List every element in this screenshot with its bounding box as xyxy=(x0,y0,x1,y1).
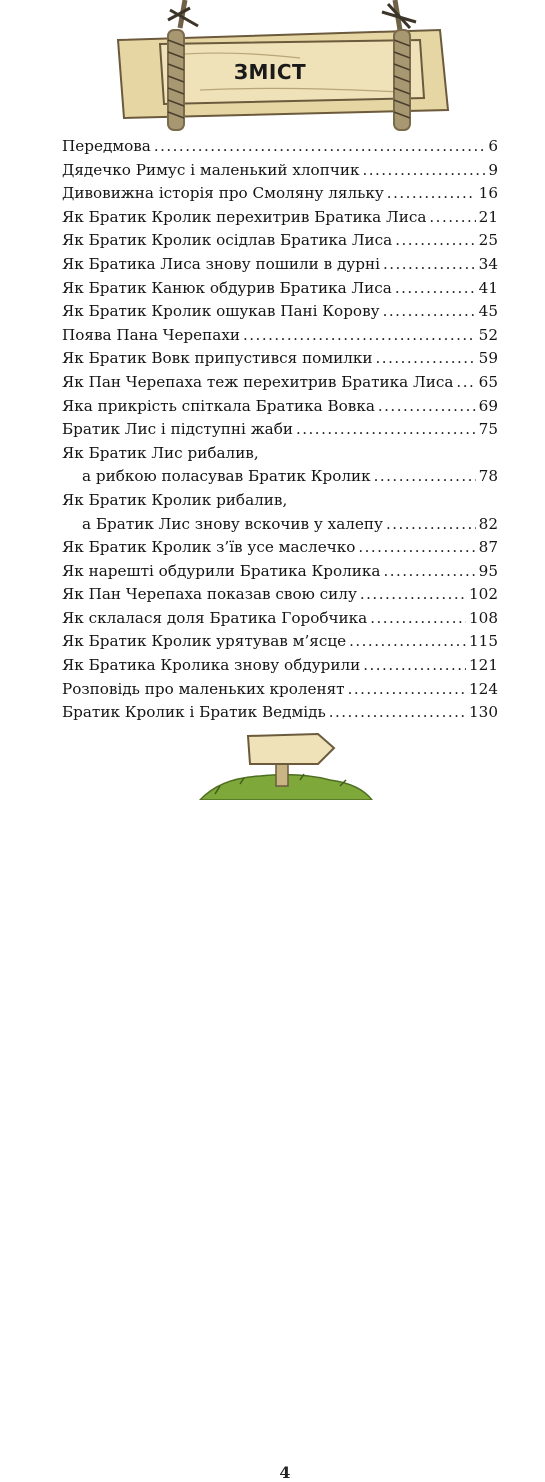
toc-entry xyxy=(62,137,498,161)
dot-leader xyxy=(376,349,476,367)
toc-entry-title: Як Братик Кролик рибалив, xyxy=(62,490,288,509)
page-number: 4 xyxy=(279,1463,291,1482)
toc-entry-page: 16 xyxy=(478,184,498,203)
toc-entry-page: 108 xyxy=(469,608,498,627)
toc-entry-title: Як нарешті обдурили Братика Кролика xyxy=(62,561,381,580)
toc-entry xyxy=(62,326,498,350)
toc-entry-title: Як Братика Лиса знову пошили в дурні xyxy=(62,254,380,273)
toc-entry-title: Як Братик Кролик урятував м’ясце xyxy=(62,632,347,651)
toc-entry xyxy=(62,515,498,539)
toc-entry xyxy=(62,491,498,515)
toc-entry-title: Як Братик Лис рибалив, xyxy=(62,443,259,462)
toc-entry-page: 69 xyxy=(478,396,498,415)
header-illustration xyxy=(0,0,545,140)
dot-leader xyxy=(378,397,476,415)
toc-entry xyxy=(62,302,498,326)
toc-entry-page: 87 xyxy=(478,538,498,557)
dot-leader xyxy=(296,420,476,438)
toc-entry-title: Розповідь про маленьких кроленят xyxy=(62,679,345,698)
dot-leader xyxy=(383,255,476,273)
dot-leader xyxy=(370,609,466,627)
toc-entry-title: а рибкою поласував Братик Кролик xyxy=(82,467,371,486)
toc-entry xyxy=(62,680,498,704)
toc-entry-page: 9 xyxy=(488,160,498,179)
toc-entry xyxy=(62,349,498,373)
dot-leader xyxy=(395,279,476,297)
toc-entry xyxy=(62,373,498,397)
toc-entry xyxy=(62,467,498,491)
toc-entry xyxy=(62,420,498,444)
toc-entry-page: 45 xyxy=(478,302,498,321)
toc-entry-page: 25 xyxy=(478,231,498,250)
toc-entry-title: Як Братика Кролика знову обдурили xyxy=(62,656,361,675)
toc-entry-title: Яка прикрість спіткала Братика Вовка xyxy=(62,396,375,415)
toc-entry-title: Дивовижна історія про Смоляну ляльку xyxy=(62,184,384,203)
toc-entry-title: Як склалася доля Братика Горобчика xyxy=(62,608,368,627)
toc-entry xyxy=(62,184,498,208)
toc-entry-title: Як Братик Кролик ошукав Пані Корову xyxy=(62,302,380,321)
table-of-contents xyxy=(62,137,498,727)
toc-entry-title: Як Пан Черепаха теж перехитрив Братика Лиса xyxy=(62,372,454,391)
dot-leader xyxy=(387,184,476,202)
toc-entry-page: 65 xyxy=(478,372,498,391)
dot-leader xyxy=(329,703,466,721)
toc-entry xyxy=(62,656,498,680)
toc-entry-page: 21 xyxy=(478,207,498,226)
toc-entry-page: 6 xyxy=(488,137,498,155)
toc-entry-page: 82 xyxy=(478,514,498,533)
toc-entry xyxy=(62,609,498,633)
toc-entry-title: а Братик Лис знову вскочив у халепу xyxy=(82,514,383,533)
toc-entry-title: Як Братик Кролик перехитрив Братика Лиса xyxy=(62,207,427,226)
toc-entry-title: Як Братик Кролик осідлав Братика Лиса xyxy=(62,231,393,250)
toc-entry-title: Братик Лис і підступні жаби xyxy=(62,420,293,439)
toc-entry-page: 41 xyxy=(478,278,498,297)
dot-leader xyxy=(360,585,466,603)
toc-entry-page: 121 xyxy=(469,656,498,675)
dot-leader xyxy=(362,161,485,179)
dot-leader xyxy=(243,326,476,344)
toc-entry xyxy=(62,562,498,586)
toc-entry-title: Як Братик Вовк припустився помилки xyxy=(62,349,373,368)
toc-entry-title: Як Братик Кролик з’їв усе маслечко xyxy=(62,538,356,557)
toc-entry-title: Братик Кролик і Братик Ведмідь xyxy=(62,703,326,722)
page-title: ЗМІСТ xyxy=(233,60,307,84)
toc-entry-page: 52 xyxy=(478,325,498,344)
toc-entry xyxy=(62,585,498,609)
toc-entry-page: 130 xyxy=(469,703,498,722)
toc-entry-title: Як Братик Канюк обдурив Братика Лиса xyxy=(62,278,392,297)
footer-illustration xyxy=(0,720,545,1482)
dot-leader xyxy=(154,137,485,155)
dot-leader xyxy=(358,538,475,556)
toc-entry-title: Дядечко Римус і маленький хлопчик xyxy=(62,160,360,179)
dot-leader xyxy=(374,467,476,485)
toc-entry-page: 75 xyxy=(478,420,498,439)
dot-leader xyxy=(383,562,475,580)
toc-entry xyxy=(62,444,498,468)
toc-entry xyxy=(62,632,498,656)
toc-entry-page: 34 xyxy=(478,254,498,273)
dot-leader xyxy=(349,632,466,650)
dot-leader xyxy=(363,656,466,674)
toc-entry-page: 102 xyxy=(469,585,498,604)
toc-entry-page: 115 xyxy=(469,632,498,651)
toc-entry xyxy=(62,208,498,232)
dot-leader xyxy=(348,680,466,698)
dot-leader xyxy=(429,208,475,226)
dot-leader xyxy=(456,373,475,391)
toc-entry-title: Як Пан Черепаха показав свою силу xyxy=(62,585,357,604)
signpost-icon xyxy=(0,720,545,800)
toc-entry-title: Поява Пана Черепахи xyxy=(62,325,241,344)
toc-entry xyxy=(62,397,498,421)
toc-entry-page: 95 xyxy=(478,561,498,580)
toc-entry-page: 78 xyxy=(478,467,498,486)
toc-entry xyxy=(62,231,498,255)
toc-entry xyxy=(62,279,498,303)
toc-entry xyxy=(62,255,498,279)
dot-leader xyxy=(395,231,475,249)
dot-leader xyxy=(386,515,476,533)
dot-leader xyxy=(383,302,476,320)
toc-entry-page: 59 xyxy=(478,349,498,368)
toc-entry-title: Передмова xyxy=(62,137,151,155)
toc-entry xyxy=(62,161,498,185)
toc-entry-page: 124 xyxy=(469,679,498,698)
toc-entry xyxy=(62,538,498,562)
